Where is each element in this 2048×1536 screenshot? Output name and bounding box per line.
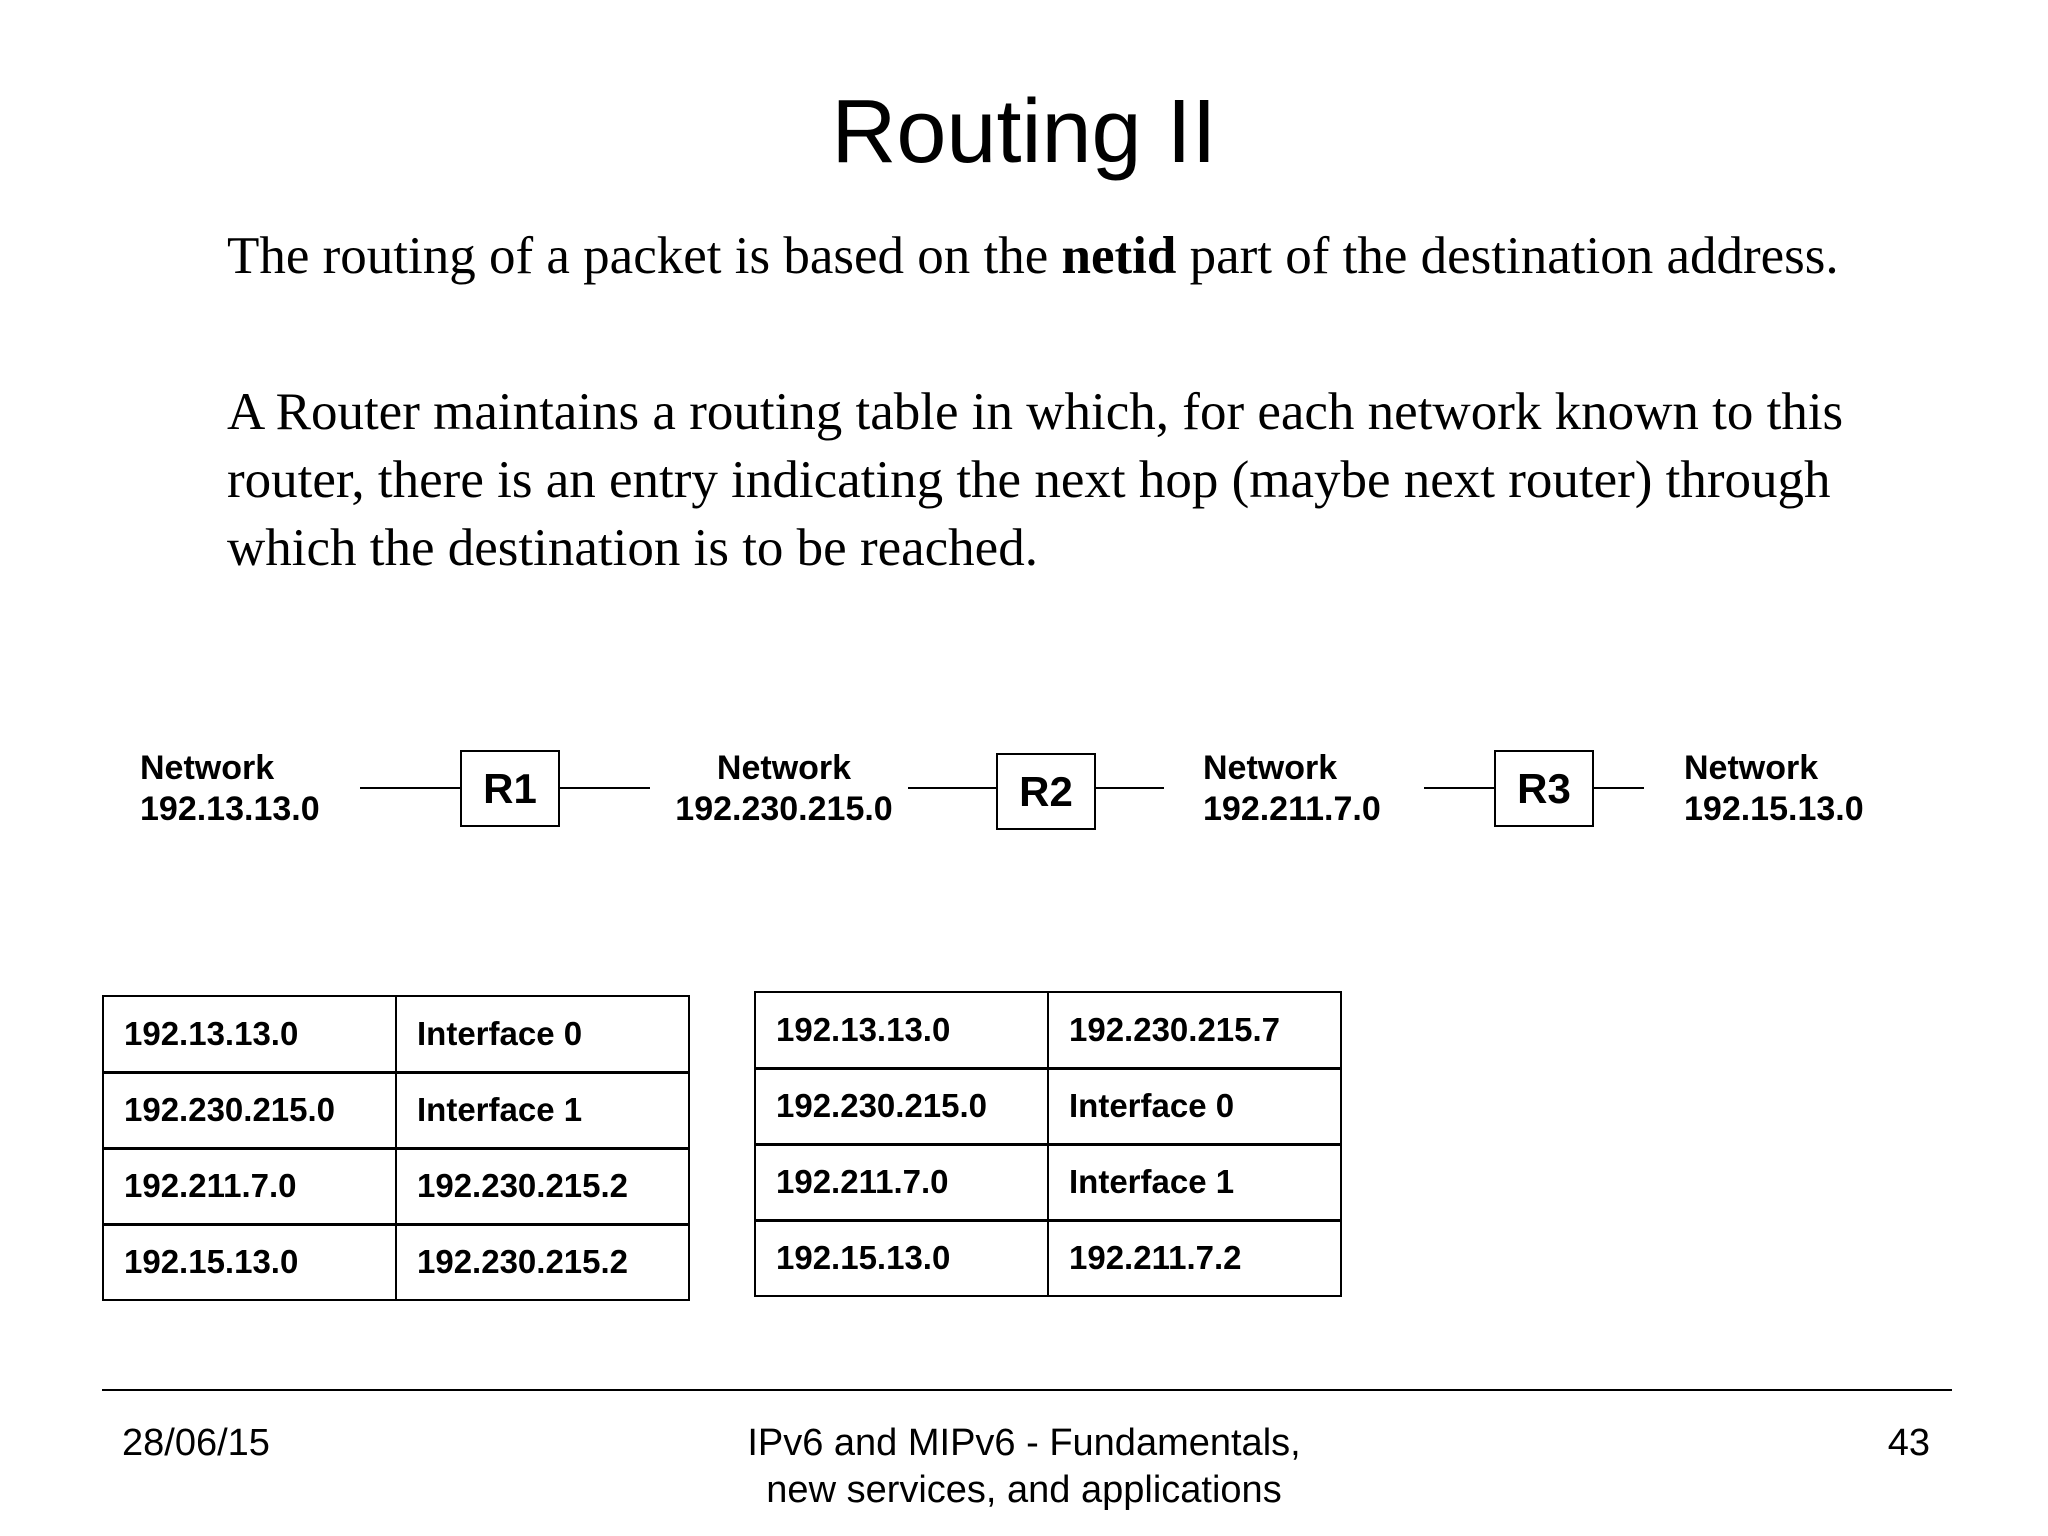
link-line xyxy=(1424,787,1494,789)
network-word: Network xyxy=(716,749,852,787)
table-cell-next-hop: 192.230.215.2 xyxy=(396,1148,689,1224)
table-row xyxy=(103,1148,689,1224)
paragraph-routing-netid xyxy=(227,222,1907,290)
slide-title: Routing II xyxy=(831,82,1217,182)
paragraph-text: part of the destination address. xyxy=(1176,227,1839,285)
netid-term: netid xyxy=(1061,227,1177,285)
link-line xyxy=(1096,787,1164,789)
table-row xyxy=(755,1068,1341,1144)
table-cell-destination: 192.15.13.0 xyxy=(755,1220,1048,1296)
link-line xyxy=(1594,787,1644,789)
table-cell-next-hop: 192.230.215.2 xyxy=(396,1224,689,1300)
table-row xyxy=(755,1220,1341,1296)
network-word: Network xyxy=(1684,749,1819,787)
table-row xyxy=(103,1072,689,1148)
network-label-2 xyxy=(672,748,896,830)
link-line xyxy=(908,787,996,789)
table-cell-next-hop: Interface 1 xyxy=(1048,1144,1341,1220)
network-word: Network xyxy=(1203,749,1338,787)
table-row xyxy=(755,992,1341,1068)
footer-date: 28/06/15 xyxy=(122,1422,270,1464)
table-cell-next-hop: Interface 0 xyxy=(396,996,689,1072)
table-cell-destination: 192.211.7.0 xyxy=(755,1144,1048,1220)
router-r2: R2 xyxy=(996,753,1096,830)
footer-divider xyxy=(102,1389,1952,1391)
table-cell-destination: 192.15.13.0 xyxy=(103,1224,396,1300)
footer-title-line: new services, and applications xyxy=(766,1469,1282,1511)
network-word: Network xyxy=(140,749,275,787)
table-cell-destination: 192.230.215.0 xyxy=(103,1072,396,1148)
link-line xyxy=(560,787,650,789)
routing-table-r1 xyxy=(102,995,690,1301)
network-label-3 xyxy=(1203,748,1381,830)
router-r3: R3 xyxy=(1494,750,1594,827)
link-line xyxy=(360,787,460,789)
table-row xyxy=(103,996,689,1072)
footer-course-title xyxy=(624,1420,1424,1514)
network-address: 192.230.215.0 xyxy=(675,790,893,828)
page-number: 43 xyxy=(1887,1422,1930,1464)
table-cell-destination: 192.13.13.0 xyxy=(755,992,1048,1068)
table-row xyxy=(755,1144,1341,1220)
router-r1: R1 xyxy=(460,750,560,827)
paragraph-text: The routing of a packet is based on the xyxy=(227,227,1062,285)
table-cell-next-hop: Interface 0 xyxy=(1048,1068,1341,1144)
table-cell-destination: 192.211.7.0 xyxy=(103,1148,396,1224)
network-label-1 xyxy=(140,748,320,830)
table-row xyxy=(103,1224,689,1300)
table-cell-next-hop: 192.211.7.2 xyxy=(1048,1220,1341,1296)
network-address: 192.13.13.0 xyxy=(140,790,320,828)
table-cell-destination: 192.230.215.0 xyxy=(755,1068,1048,1144)
network-address: 192.15.13.0 xyxy=(1684,790,1864,828)
network-address: 192.211.7.0 xyxy=(1203,790,1381,828)
table-cell-next-hop: Interface 1 xyxy=(396,1072,689,1148)
routing-table-r2 xyxy=(754,991,1342,1297)
paragraph-routing-table: A Router maintains a routing table in which, for each network known to this router, there is an entry indicating the next hop (maybe next router) through which the destination is to be reached. xyxy=(227,383,1844,577)
table-cell-next-hop: 192.230.215.7 xyxy=(1048,992,1341,1068)
network-label-4 xyxy=(1684,748,1864,830)
footer-title-line: IPv6 and MIPv6 - Fundamentals, xyxy=(747,1422,1301,1464)
table-cell-destination: 192.13.13.0 xyxy=(103,996,396,1072)
